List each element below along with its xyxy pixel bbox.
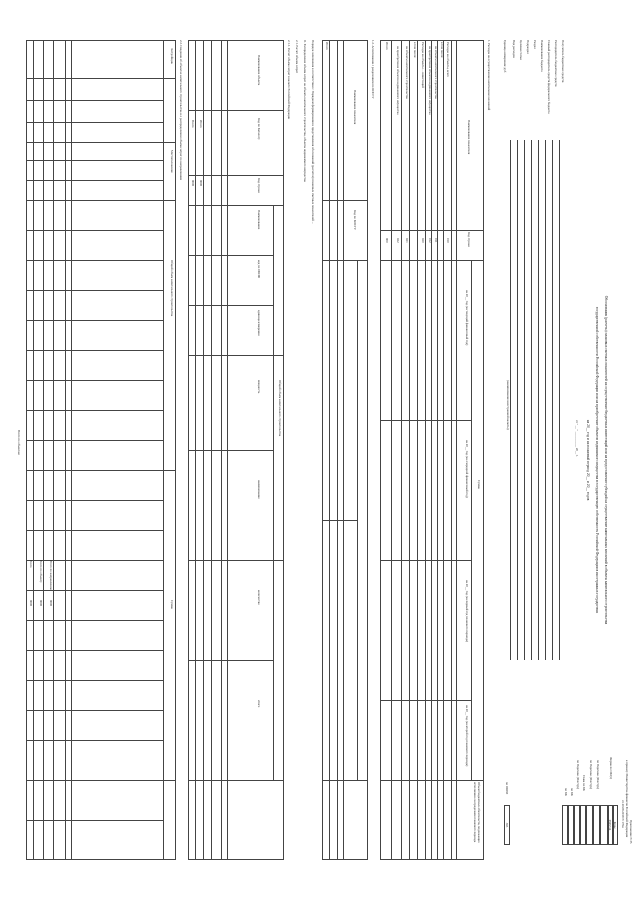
- s12-col-code: Код по КОСГУ: [353, 210, 357, 230]
- note-1: Порядок заполнения в соответствии с Порядком формирования и представления обоснований (расчетов) плановых сметных показателей ...: [311, 40, 315, 224]
- col-name-header: Наименование показателя: [467, 120, 471, 155]
- s2-row-total: Итого: [199, 120, 203, 128]
- codes-label: Глава по БК: [582, 775, 586, 791]
- s2-col-total: Общий объем капитального строительства: [278, 380, 282, 437]
- appendix-line-1: Приложение N 35: [629, 820, 633, 844]
- s3-row-code: 9000: [39, 600, 43, 607]
- s2-sub-col: итого: [257, 700, 261, 708]
- row-name: на объекты капитального строительства: [434, 46, 438, 99]
- field-label: Единица измерения: руб: [503, 40, 507, 73]
- row-name: в том числе:: [440, 42, 444, 59]
- codes-label: по Перечню (Реестру): [596, 760, 600, 790]
- row-name: в том числе:: [413, 42, 417, 59]
- row-name: Расходы на объекты, всего: [446, 42, 450, 77]
- codes-value: [586, 805, 593, 845]
- year-2-header: на 20__ год (на очередной финансовый год): [465, 440, 469, 498]
- appendix-line-3: от 20.08.2018 N 176н: [621, 800, 625, 828]
- okei-label: по ОКЕИ: [505, 782, 509, 795]
- section-1-title: 1. Расходы на осуществление капитальных вложений: [487, 40, 491, 111]
- codes-label: по Перечню (Реестру): [576, 760, 580, 790]
- s3-group-title: Местоположение: [170, 150, 174, 173]
- section-3-table: [26, 40, 176, 860]
- codes-value: 0505734: [608, 805, 613, 845]
- field-label: Вид расходов: [512, 40, 516, 58]
- row-code: 010: [446, 238, 450, 243]
- s3-group-title: Общий объем капитального строительства: [170, 260, 174, 317]
- field-label: Подраздел: [526, 40, 530, 54]
- row-name: на приобретение объектов недвижимого имущества: [428, 46, 432, 115]
- s2-sub-col: Наименование: [257, 210, 261, 230]
- s3-row: Итого по направлению: [49, 560, 53, 591]
- col-code-header: Код строки: [467, 232, 471, 247]
- title-line-1: Обоснования (расчеты) плановых сметных показателей на осуществление бюджетных инвестиций или на предоставление субсидий на осуществление капитальных вложений в объекты капитального строительства: [604, 295, 608, 625]
- field-label: Раздел: [533, 40, 537, 49]
- section-3-title: 2.2. Сведения об объектах капитального строительства и о распределении объема затрат по направлениям: [179, 40, 183, 180]
- row-code: 021: [405, 238, 409, 243]
- row-name: Расходы на объекты ... инвестиций: [421, 42, 425, 88]
- note-3: 2.1. Расчет объема затрат: [295, 40, 299, 74]
- s3-row-code: 9000: [49, 600, 53, 607]
- row-name: на объекты капитального строительства: [405, 46, 409, 99]
- row-name: на приобретение объектов недвижимого имущества: [396, 46, 400, 115]
- row-code: 012: [428, 238, 432, 243]
- section-1-2-title: 1.2. Ассигнования с разделением по КОСГУ: [371, 40, 375, 99]
- codes-value: [600, 805, 608, 845]
- row-code: 011: [434, 238, 438, 243]
- s2-col-row: Код строки: [257, 178, 261, 193]
- note-4: 2.1.1. Расчет объема затрат в валюте Российской Федерации: [287, 40, 291, 120]
- s2-row-code: 9000: [199, 180, 203, 187]
- s2-sub-col: наименование: [257, 480, 261, 499]
- s3-group-title: Застройщик: [170, 48, 174, 64]
- field-label: Распорядитель бюджетных средств: [554, 40, 558, 87]
- s2-col-name: Наименование объекта: [257, 55, 261, 86]
- s3-group-title: Сумма: [170, 600, 174, 609]
- codes-value: [593, 805, 600, 845]
- footer-cont: Всего по объектам: [17, 430, 21, 455]
- codes-value: [574, 805, 580, 845]
- currency-note: (наименование иностранной валюты): [506, 380, 510, 430]
- row-code: 022: [396, 238, 400, 243]
- s12-total: Итого: [325, 42, 329, 50]
- title-line-2: государственной собственности Российской Федерации или на приобретение объектов недвижимого имущества в государственную собственность Российской Федерации в иностранных государствах: [595, 306, 599, 614]
- s2-row-all: Всего: [191, 120, 195, 128]
- codes-label: Форма по ОКУД: [609, 757, 613, 779]
- date-line: от " __ " __________ 20__ г.: [575, 420, 579, 457]
- s3-row: Всего по объекту: [39, 560, 43, 583]
- year-1-header: на 20__ год (на текущий финансовый год): [465, 290, 469, 346]
- row-code: 900: [385, 238, 389, 243]
- title-line-3: на 20__ год и на плановый период 20__ и 20__ годов: [586, 419, 590, 501]
- codes-value: [580, 805, 586, 845]
- row-code: 020: [421, 238, 425, 243]
- codes-label: по БК: [570, 788, 574, 796]
- s2-sub-col: код по ОКОФ: [257, 260, 261, 279]
- note-2: II. Распределение объема затрат на объекты капитального строительства, объекты недвижимого имущества: [303, 40, 307, 182]
- field-label: Главный распорядитель средств федерального бюджета: [547, 40, 551, 114]
- codes-label: по Перечню (Реестру): [589, 760, 593, 790]
- row-name: Итого: [385, 42, 389, 50]
- appendix-line-2: к приказу Министерства финансов Российской Федерации: [625, 760, 629, 838]
- s12-col-name: Наименование показателя: [353, 90, 357, 125]
- s2-sub-col: количество: [257, 590, 261, 605]
- s2-sub-col: единица измерения: [257, 310, 261, 336]
- codes-label: по БК: [564, 788, 568, 796]
- s2-col-code: Код по Каталогу: [257, 118, 261, 140]
- okei-value: 383: [504, 805, 510, 845]
- codes-value: [562, 805, 568, 845]
- field-label: Получатель бюджетных средств: [561, 40, 565, 83]
- year-3-header: на 20__ год (на первый год планового периода): [465, 580, 469, 643]
- sum-header: Сумма: [477, 480, 481, 489]
- s3-row: Всего: [29, 560, 33, 568]
- field-label: Целевая статья: [519, 40, 523, 60]
- total-header: Объем бюджетных обязательств, подлежащих исполнению за пределами планового периода: [473, 782, 481, 843]
- codes-header: Коды: [613, 805, 618, 845]
- year-4-header: на 20__ год (на второй год планового периода): [465, 705, 469, 767]
- s2-sub-col: мощность: [257, 380, 261, 394]
- s3-row-code: 9000: [29, 600, 33, 607]
- field-label: Наименование бюджета: [540, 40, 544, 72]
- s2-row-code: 9000: [191, 180, 195, 187]
- codes-value: [568, 805, 574, 845]
